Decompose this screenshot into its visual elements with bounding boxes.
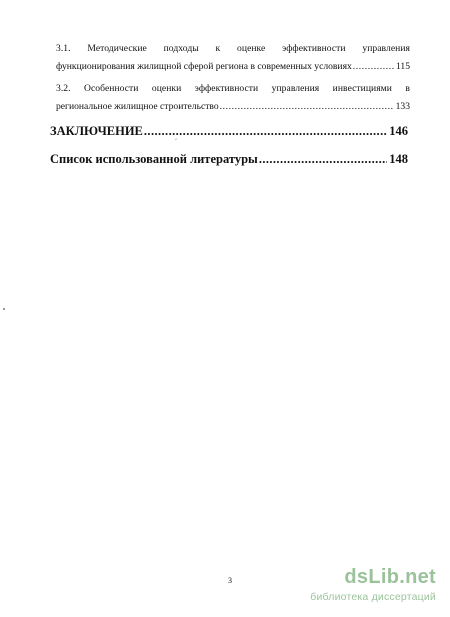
toc-entry-leader-line [56,98,410,116]
toc-entry-title-continuation: функционирования жилищной сферой региона в современных условиях [56,61,352,72]
toc-major-page-number: 146 [389,124,408,138]
toc-entry-title-line: 3.1. Методические подходы к оценке эффективности управления [56,43,410,54]
dot-leader [353,58,394,76]
toc-entry-bibliography[interactable] [50,150,408,168]
page-number: 3 [228,576,232,585]
toc-entry-title-continuation: региональное жилищное строительство [56,101,219,112]
toc-major-title: ЗАКЛЮЧЕНИЕ [50,124,143,138]
watermark-logo: dsLib.net [344,566,436,588]
table-of-contents [50,40,410,168]
toc-entry-title-line: 3.2. Особенности оценки эффективности управления инвестициями в [56,83,410,94]
toc-entry-leader-line [56,58,410,76]
toc-entry-page-number: 115 [395,61,410,72]
watermark-subtitle: библиотека диссертаций [310,591,436,603]
toc-major-page-number: 148 [389,152,408,166]
dot-leader [220,98,394,116]
toc-entry-conclusion[interactable] [50,122,408,140]
dot-leader [259,150,387,168]
stray-accent-mark: ´ [173,136,181,147]
watermark [284,566,444,610]
dot-leader [144,122,387,140]
toc-entry-3-1[interactable] [56,40,410,76]
toc-major-title: Список использованной литературы [50,152,258,166]
toc-entry-page-number: 133 [395,101,410,112]
scan-artifact-dot [3,308,5,310]
toc-entry-3-2[interactable] [56,80,410,116]
